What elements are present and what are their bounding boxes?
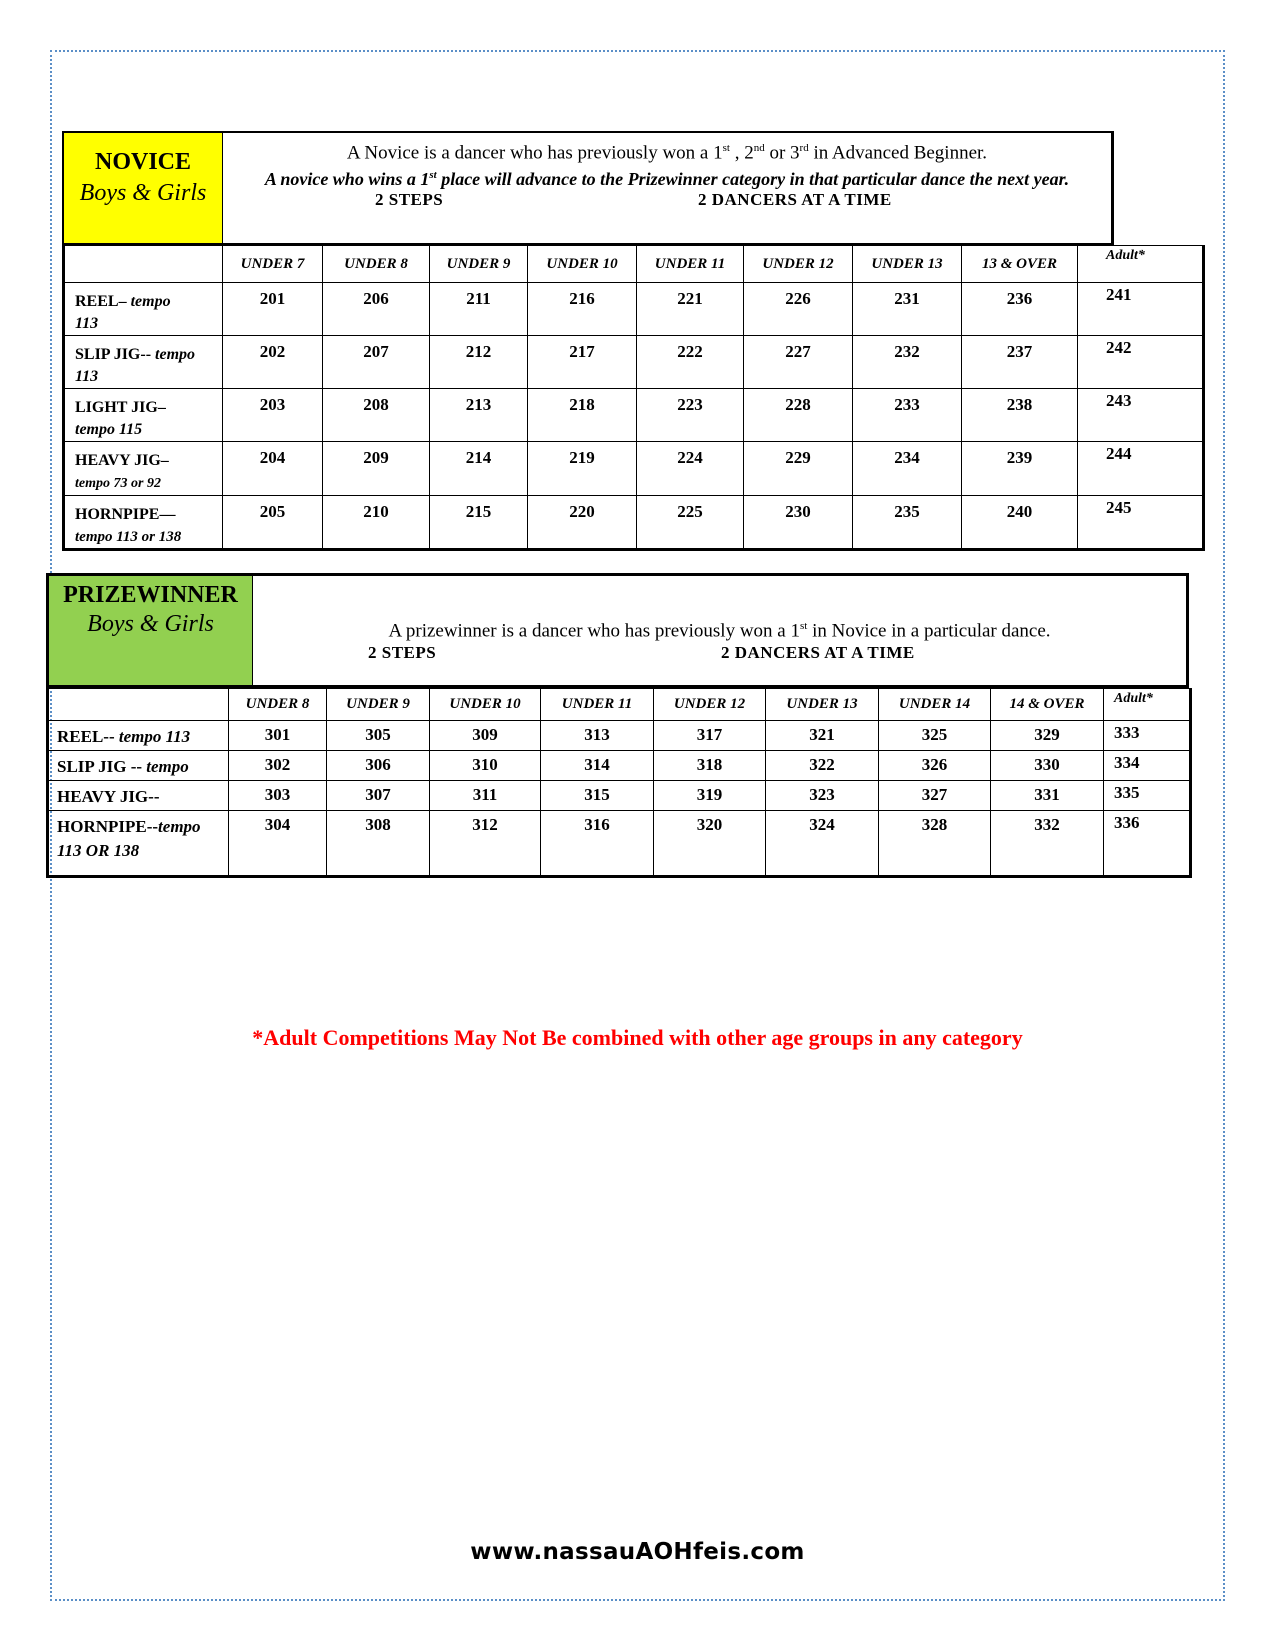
table-cell: 319 [654, 781, 766, 811]
column-header: UNDER 13 [853, 246, 962, 283]
prizewinner-dancers: 2 DANCERS AT A TIME [721, 643, 915, 663]
column-header: UNDER 7 [223, 246, 323, 283]
table-cell: 229 [744, 442, 853, 496]
novice-title-box [64, 133, 223, 243]
table-cell: 301 [229, 721, 327, 751]
prizewinner-header-row [48, 689, 1191, 721]
column-header: UNDER 13 [766, 689, 879, 721]
column-header: 14 & OVER [991, 689, 1104, 721]
novice-header-row [64, 246, 1204, 283]
table-cell: 327 [879, 781, 991, 811]
column-header: UNDER 12 [654, 689, 766, 721]
novice-description [223, 133, 1111, 243]
table-cell: 325 [879, 721, 991, 751]
table-cell-adult: 244 [1078, 442, 1204, 496]
table-cell: 317 [654, 721, 766, 751]
table-cell: 302 [229, 751, 327, 781]
column-header: UNDER 9 [430, 246, 528, 283]
table-cell: 329 [991, 721, 1104, 751]
table-cell: 215 [430, 496, 528, 550]
table-cell: 218 [528, 389, 637, 442]
table-cell: 240 [962, 496, 1078, 550]
table-cell: 208 [323, 389, 430, 442]
table-row [48, 721, 1191, 751]
table-cell: 323 [766, 781, 879, 811]
table-cell-adult: 334 [1104, 751, 1191, 781]
novice-subtitle: Boys & Girls [79, 180, 207, 206]
dance-label: HEAVY JIG– tempo 73 or 92 [64, 442, 223, 496]
table-cell: 304 [229, 811, 327, 877]
dance-label: LIGHT JIG– tempo 115 [64, 389, 223, 442]
table-cell: 236 [962, 283, 1078, 336]
column-header: UNDER 11 [541, 689, 654, 721]
table-cell: 237 [962, 336, 1078, 389]
prizewinner-subtitle: Boys & Girls [87, 611, 214, 637]
table-cell-adult: 335 [1104, 781, 1191, 811]
novice-desc-line1: A Novice is a dancer who has previously won a 1st , 2nd or 3rd in Advanced Beginner. [346, 142, 988, 164]
prizewinner-header [46, 573, 1189, 688]
table-cell: 328 [879, 811, 991, 877]
column-header: UNDER 8 [323, 246, 430, 283]
table-cell-adult: 333 [1104, 721, 1191, 751]
table-cell: 226 [744, 283, 853, 336]
table-cell: 203 [223, 389, 323, 442]
table-cell: 306 [327, 751, 430, 781]
prizewinner-steps-row [253, 643, 1186, 667]
dance-label: SLIP JIG-- tempo 113 [64, 336, 223, 389]
table-cell: 315 [541, 781, 654, 811]
table-cell: 324 [766, 811, 879, 877]
column-header-adult: Adult* [1078, 246, 1204, 283]
column-header: UNDER 9 [327, 689, 430, 721]
novice-steps-row [223, 190, 1111, 214]
table-cell: 209 [323, 442, 430, 496]
table-cell: 216 [528, 283, 637, 336]
table-row [64, 389, 1204, 442]
table-cell-adult: 336 [1104, 811, 1191, 877]
novice-desc-line2: A novice who wins a 1st place will advance to the Prizewinner category in that particular dance the next year. [264, 169, 1070, 190]
table-cell: 316 [541, 811, 654, 877]
table-row [48, 811, 1191, 877]
column-header: UNDER 12 [744, 246, 853, 283]
dance-label: REEL– tempo 113 [64, 283, 223, 336]
table-cell: 221 [637, 283, 744, 336]
column-header: UNDER 10 [528, 246, 637, 283]
table-cell-adult: 245 [1078, 496, 1204, 550]
table-cell: 314 [541, 751, 654, 781]
table-row [64, 283, 1204, 336]
table-cell: 318 [654, 751, 766, 781]
table-cell: 321 [766, 721, 879, 751]
table-cell: 222 [637, 336, 744, 389]
table-cell: 224 [637, 442, 744, 496]
table-cell: 219 [528, 442, 637, 496]
table-cell: 214 [430, 442, 528, 496]
table-cell-adult: 241 [1078, 283, 1204, 336]
column-header: UNDER 14 [879, 689, 991, 721]
table-cell: 201 [223, 283, 323, 336]
table-cell: 320 [654, 811, 766, 877]
table-cell: 210 [323, 496, 430, 550]
table-cell-adult: 243 [1078, 389, 1204, 442]
table-cell: 310 [430, 751, 541, 781]
table-cell: 326 [879, 751, 991, 781]
dance-label: HORNPIPE— tempo 113 or 138 [64, 496, 223, 550]
table-cell: 322 [766, 751, 879, 781]
column-header: UNDER 10 [430, 689, 541, 721]
table-cell: 312 [430, 811, 541, 877]
table-cell: 213 [430, 389, 528, 442]
dance-label: SLIP JIG -- tempo [48, 751, 229, 781]
prizewinner-title-box [49, 576, 253, 685]
table-cell: 202 [223, 336, 323, 389]
prizewinner-table [46, 688, 1192, 878]
table-cell: 205 [223, 496, 323, 550]
table-cell: 223 [637, 389, 744, 442]
prizewinner-steps: 2 STEPS [368, 643, 437, 663]
column-header-adult: Adult* [1104, 689, 1191, 721]
table-cell: 235 [853, 496, 962, 550]
novice-table [62, 245, 1205, 551]
table-cell: 228 [744, 389, 853, 442]
novice-header [62, 131, 1114, 245]
table-cell: 311 [430, 781, 541, 811]
table-cell: 212 [430, 336, 528, 389]
dance-label: HORNPIPE--tempo 113 OR 138 [48, 811, 229, 877]
table-cell: 239 [962, 442, 1078, 496]
table-cell: 225 [637, 496, 744, 550]
table-row [48, 781, 1191, 811]
dance-label: HEAVY JIG-- [48, 781, 229, 811]
table-cell: 206 [323, 283, 430, 336]
table-cell: 331 [991, 781, 1104, 811]
table-cell: 230 [744, 496, 853, 550]
novice-steps: 2 STEPS [375, 190, 444, 210]
table-cell: 232 [853, 336, 962, 389]
dance-label: REEL-- tempo 113 [48, 721, 229, 751]
prizewinner-title: PRIZEWINNER [63, 582, 238, 608]
column-header: UNDER 11 [637, 246, 744, 283]
table-cell: 303 [229, 781, 327, 811]
table-cell: 231 [853, 283, 962, 336]
table-cell: 233 [853, 389, 962, 442]
table-cell: 305 [327, 721, 430, 751]
column-header [48, 689, 229, 721]
prizewinner-description [253, 576, 1186, 685]
footer-website: www.nassauAOHfeis.com [470, 1539, 805, 1565]
table-cell: 220 [528, 496, 637, 550]
table-row [64, 442, 1204, 496]
table-cell: 227 [744, 336, 853, 389]
table-cell: 308 [327, 811, 430, 877]
novice-dancers: 2 DANCERS AT A TIME [698, 190, 892, 210]
table-cell: 238 [962, 389, 1078, 442]
table-cell: 330 [991, 751, 1104, 781]
table-cell: 234 [853, 442, 962, 496]
prizewinner-desc-line: A prizewinner is a dancer who has previously won a 1st in Novice in a particular dance. [388, 620, 1051, 642]
table-cell: 332 [991, 811, 1104, 877]
table-cell: 313 [541, 721, 654, 751]
table-cell: 211 [430, 283, 528, 336]
table-cell-adult: 242 [1078, 336, 1204, 389]
table-cell: 217 [528, 336, 637, 389]
novice-title: NOVICE [94, 149, 191, 175]
adult-notice: *Adult Competitions May Not Be combined with other age groups in any category [252, 1025, 1023, 1050]
table-cell: 204 [223, 442, 323, 496]
table-row [48, 751, 1191, 781]
column-header: 13 & OVER [962, 246, 1078, 283]
table-cell: 207 [323, 336, 430, 389]
column-header: UNDER 8 [229, 689, 327, 721]
column-header [64, 246, 223, 283]
table-row [64, 336, 1204, 389]
table-row [64, 496, 1204, 550]
table-cell: 309 [430, 721, 541, 751]
table-cell: 307 [327, 781, 430, 811]
